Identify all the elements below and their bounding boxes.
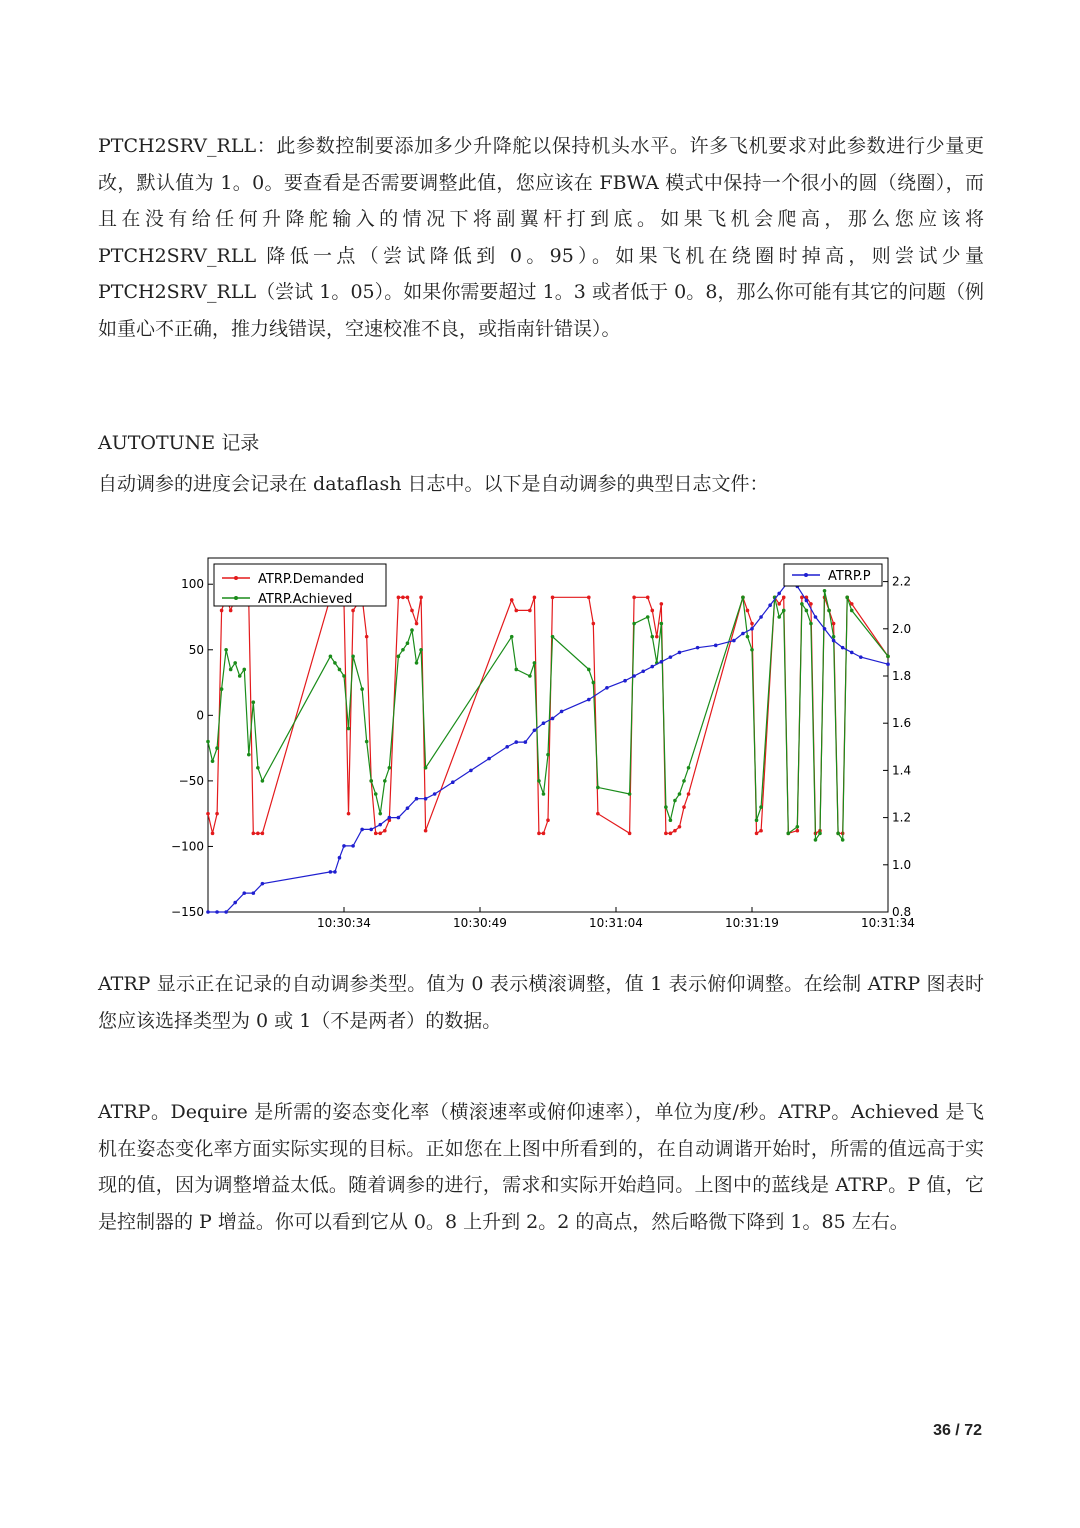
point-atrp-achieved [406, 641, 410, 645]
point-atrp-demanded [782, 596, 786, 600]
point-atrp-achieved [333, 661, 337, 665]
point-atrp-achieved [211, 759, 215, 763]
point-atrp-demanded [365, 635, 369, 639]
point-atrp-achieved [632, 622, 636, 626]
point-atrp-p [650, 665, 654, 669]
point-atrp-achieved [592, 681, 596, 685]
point-atrp-p [360, 828, 364, 832]
point-atrp-demanded [759, 829, 763, 833]
chart-svg [170, 548, 930, 938]
point-atrp-demanded [252, 832, 256, 836]
point-atrp-p [252, 891, 256, 895]
paragraph-atrp-type [98, 966, 984, 1039]
point-atrp-achieved [741, 596, 745, 600]
point-atrp-p [814, 615, 818, 619]
point-atrp-achieved [628, 792, 632, 796]
point-atrp-demanded [533, 596, 537, 600]
point-atrp-p [859, 655, 863, 659]
point-atrp-demanded [406, 596, 410, 600]
point-atrp-achieved [850, 609, 854, 613]
point-atrp-achieved [510, 635, 514, 639]
point-atrp-p [224, 910, 228, 914]
point-atrp-achieved [800, 602, 804, 606]
point-atrp-achieved [342, 674, 346, 678]
point-atrp-demanded [383, 829, 387, 833]
point-atrp-demanded [682, 805, 686, 809]
point-atrp-achieved [329, 655, 333, 659]
point-atrp-p [533, 728, 537, 732]
point-atrp-demanded [809, 602, 813, 606]
point-atrp-achieved [369, 779, 373, 783]
point-atrp-p [369, 828, 373, 832]
point-atrp-p [759, 615, 763, 619]
point-atrp-achieved [378, 812, 382, 816]
point-atrp-p [329, 870, 333, 874]
point-atrp-demanded [514, 609, 518, 613]
right-tick-label: 2.2 [892, 574, 912, 589]
point-atrp-demanded [378, 832, 382, 836]
point-atrp-p [605, 686, 609, 690]
left-tick-label: 100 [181, 577, 204, 592]
point-atrp-p [886, 662, 890, 666]
point-atrp-achieved [841, 838, 845, 842]
paragraph-text: ATRP。Dequire 是所需的姿态变化率（横滚速率或俯仰速率），单位为度/秒。ATRP。Achieved 是飞机在姿态变化率方面实际实现的目标。正如您在上图中所看到的，在自动调谐开始时，所需的值远高于实现的值，因为调整增益太低。随着调参的进行，需求和实际开始趋同。上图中的蓝线是 ATRP。P 值，它是控制器的 P 增益。你可以看到它从 0。8 上升到 2。2 的高点，然后略微下降到 1。85 左右。 [98, 1101, 984, 1233]
point-atrp-demanded [596, 812, 600, 816]
point-atrp-demanded [542, 832, 546, 836]
point-atrp-demanded [206, 812, 210, 816]
right-tick-label: 1.4 [892, 763, 912, 778]
point-atrp-demanded [650, 609, 654, 613]
point-atrp-achieved [750, 648, 754, 652]
point-atrp-achieved [360, 687, 364, 691]
point-atrp-p [242, 891, 246, 895]
point-atrp-achieved [206, 740, 210, 744]
point-atrp-achieved [832, 635, 836, 639]
point-atrp-demanded [419, 596, 423, 600]
point-atrp-achieved [388, 766, 392, 770]
point-atrp-p [623, 679, 627, 683]
paragraph-text: ATRP 显示正在记录的自动调参类型。值为 0 表示横滚调整，值 1 表示俯仰调整。在绘制 ATRP 图表时您应该选择类型为 0 或 1（不是两者）的数据。 [98, 973, 984, 1032]
point-atrp-achieved [256, 766, 260, 770]
point-atrp-demanded [424, 829, 428, 833]
point-atrp-p [261, 882, 265, 886]
point-atrp-achieved [220, 687, 224, 691]
point-atrp-demanded [673, 829, 677, 833]
point-atrp-achieved [247, 753, 251, 757]
point-atrp-achieved [596, 786, 600, 790]
legend-label: ATRP.Achieved [258, 592, 353, 607]
point-atrp-demanded [664, 832, 668, 836]
point-atrp-achieved [587, 668, 591, 672]
point-atrp-demanded [510, 598, 514, 602]
point-atrp-achieved [238, 674, 242, 678]
point-atrp-demanded [655, 635, 659, 639]
point-atrp-achieved [252, 700, 256, 704]
point-atrp-demanded [397, 596, 401, 600]
legend-label: ATRP.Demanded [258, 572, 365, 587]
x-tick-label: 10:31:34 [861, 916, 915, 930]
point-atrp-p [388, 816, 392, 820]
paragraph-text: PTCH2SRV_RLL：此参数控制要添加多少升降舵以保持机头水平。许多飞机要求对此参数进行少量更改，默认值为 1。0。要查看是否需要调整此值，您应该在 FBWA 模式中保持一个很小的圆（绕圈），而且在没有给任何升降舵输入的情况下将副翼杆打到底。如果飞机会爬高，那么您应该将 PTCH2SRV_RLL 降低一点（尝试降低到 0。95）。如果飞机在绕圈时掉高，则尝试少量 PTCH2SRV_RLL（尝试 1。05）。如果你需要超过 1。3 或者低于 0。8，那么你可能有其它的问题（例如重心不正确，推力线错误，空速校准不良，或指南针错误）。 [98, 135, 984, 340]
left-tick-label: −100 [171, 839, 204, 854]
point-atrp-achieved [782, 609, 786, 613]
point-atrp-achieved [886, 655, 890, 659]
point-atrp-demanded [687, 792, 691, 796]
point-atrp-p [632, 674, 636, 678]
point-atrp-p [587, 698, 591, 702]
point-atrp-demanded [777, 602, 781, 606]
point-atrp-achieved [827, 609, 831, 613]
point-atrp-p [415, 797, 419, 801]
point-atrp-achieved [777, 615, 781, 619]
left-tick-label: 0 [196, 708, 204, 723]
point-atrp-p [678, 651, 682, 655]
point-atrp-achieved [814, 838, 818, 842]
point-atrp-p [669, 655, 673, 659]
right-tick-label: 0.8 [892, 905, 912, 919]
legend-label: ATRP.P [828, 569, 871, 584]
point-atrp-achieved [514, 668, 518, 672]
right-tick-label: 1.8 [892, 669, 912, 683]
point-atrp-achieved [755, 818, 759, 822]
point-atrp-demanded [229, 609, 233, 613]
point-atrp-p [768, 603, 772, 607]
point-atrp-demanded [832, 622, 836, 626]
point-atrp-demanded [256, 832, 260, 836]
point-atrp-p [850, 651, 854, 655]
point-atrp-p [732, 639, 736, 643]
point-atrp-demanded [587, 596, 591, 600]
point-atrp-achieved [261, 779, 265, 783]
point-atrp-achieved [383, 779, 387, 783]
right-tick-label: 1.2 [892, 810, 912, 825]
point-atrp-achieved [365, 740, 369, 744]
point-atrp-demanded [347, 812, 351, 816]
point-atrp-achieved [229, 668, 233, 672]
point-atrp-achieved [542, 792, 546, 796]
point-atrp-demanded [537, 832, 541, 836]
point-atrp-achieved [809, 622, 813, 626]
point-atrp-p [338, 856, 342, 860]
point-atrp-p [424, 797, 428, 801]
point-atrp-achieved [673, 799, 677, 803]
point-atrp-p [514, 740, 518, 744]
point-atrp-achieved [338, 668, 342, 672]
point-atrp-p [233, 901, 237, 905]
point-atrp-achieved [786, 832, 790, 836]
right-tick-label: 2.0 [892, 621, 912, 636]
point-atrp-achieved [823, 589, 827, 593]
point-atrp-achieved [678, 792, 682, 796]
point-atrp-achieved [546, 753, 550, 757]
point-atrp-achieved [424, 766, 428, 770]
point-atrp-p [660, 660, 664, 664]
point-atrp-achieved [401, 648, 405, 652]
intro-text: 自动调参的进度会记录在 dataflash 日志中。以下是自动调参的典型日志文件： [98, 473, 769, 495]
point-atrp-achieved [646, 615, 650, 619]
point-atrp-p [397, 816, 401, 820]
point-atrp-demanded [646, 596, 650, 600]
point-atrp-achieved [682, 779, 686, 783]
right-tick-label: 1.0 [892, 857, 912, 872]
point-atrp-demanded [220, 609, 224, 613]
point-atrp-p [832, 639, 836, 643]
left-tick-label: −150 [171, 905, 204, 919]
point-atrp-p [750, 627, 754, 631]
point-atrp-achieved [410, 628, 414, 632]
point-atrp-p [841, 646, 845, 650]
point-atrp-demanded [628, 832, 632, 836]
point-atrp-achieved [215, 746, 219, 750]
point-atrp-p [215, 910, 219, 914]
point-atrp-achieved [664, 805, 668, 809]
paragraph-atrp-dequire [98, 1094, 984, 1240]
point-atrp-demanded [351, 609, 355, 613]
point-atrp-p [469, 769, 473, 773]
point-atrp-p [206, 910, 210, 914]
point-atrp-demanded [755, 832, 759, 836]
point-atrp-achieved [650, 635, 654, 639]
point-atrp-p [696, 646, 700, 650]
x-tick-label: 10:30:34 [317, 916, 371, 930]
point-atrp-achieved [687, 766, 691, 770]
point-atrp-p [714, 644, 718, 648]
point-atrp-achieved [746, 635, 750, 639]
point-atrp-achieved [796, 825, 800, 829]
x-tick-label: 10:31:04 [589, 916, 643, 930]
point-atrp-achieved [224, 648, 228, 652]
x-tick-label: 10:31:19 [725, 916, 779, 930]
point-atrp-demanded [215, 812, 219, 816]
point-atrp-p [342, 844, 346, 848]
point-atrp-p [487, 757, 491, 761]
point-atrp-demanded [750, 622, 754, 626]
point-atrp-p [560, 710, 564, 714]
point-atrp-demanded [660, 602, 664, 606]
point-atrp-p [524, 740, 528, 744]
point-atrp-p [378, 823, 382, 827]
left-tick-label: 50 [188, 642, 204, 657]
point-atrp-p [823, 627, 827, 631]
point-atrp-p [641, 669, 645, 673]
point-atrp-demanded [415, 622, 419, 626]
point-atrp-p [741, 632, 745, 636]
point-atrp-achieved [351, 655, 355, 659]
point-atrp-demanded [401, 596, 405, 600]
point-atrp-demanded [546, 818, 550, 822]
point-atrp-p [406, 806, 410, 810]
x-tick-label: 10:30:49 [453, 916, 507, 930]
point-atrp-achieved [845, 596, 849, 600]
point-atrp-demanded [410, 609, 414, 613]
point-atrp-p [551, 717, 555, 721]
point-atrp-p [333, 870, 337, 874]
point-atrp-achieved [669, 818, 673, 822]
point-atrp-demanded [592, 622, 596, 626]
point-atrp-demanded [632, 596, 636, 600]
point-atrp-achieved [759, 805, 763, 809]
point-atrp-p [433, 792, 437, 796]
point-atrp-demanded [261, 832, 265, 836]
point-atrp-demanded [796, 829, 800, 833]
point-atrp-demanded [746, 609, 750, 613]
point-atrp-p [505, 745, 509, 749]
point-atrp-p [451, 780, 455, 784]
point-atrp-achieved [537, 779, 541, 783]
legend-swatch-marker [234, 576, 238, 580]
left-tick-label: −50 [178, 773, 204, 788]
point-atrp-demanded [374, 832, 378, 836]
point-atrp-demanded [211, 832, 215, 836]
point-atrp-demanded [551, 596, 555, 600]
point-atrp-achieved [528, 674, 532, 678]
point-atrp-achieved [397, 655, 401, 659]
point-atrp-p [777, 592, 781, 596]
point-atrp-achieved [551, 635, 555, 639]
point-atrp-achieved [533, 661, 537, 665]
paragraph-ptch2srv [98, 128, 984, 347]
right-tick-label: 1.6 [892, 716, 912, 731]
point-atrp-achieved [374, 792, 378, 796]
point-atrp-achieved [818, 832, 822, 836]
point-atrp-demanded [669, 832, 673, 836]
point-atrp-p [542, 721, 546, 725]
page-number: 36 / 72 [933, 1422, 982, 1439]
point-atrp-p [351, 844, 355, 848]
point-atrp-achieved [805, 609, 809, 613]
section-heading: AUTOTUNE 记录 [98, 432, 260, 454]
point-atrp-achieved [347, 727, 351, 731]
point-atrp-p [805, 599, 809, 603]
point-atrp-achieved [836, 832, 840, 836]
atrp-chart [170, 548, 930, 938]
point-atrp-achieved [415, 661, 419, 665]
point-atrp-achieved [242, 668, 246, 672]
point-atrp-demanded [528, 609, 532, 613]
point-atrp-achieved [233, 661, 237, 665]
point-atrp-achieved [660, 622, 664, 626]
point-atrp-demanded [678, 825, 682, 829]
legend-swatch-marker [234, 596, 238, 600]
point-atrp-achieved [419, 648, 423, 652]
legend-swatch-marker [804, 573, 808, 577]
